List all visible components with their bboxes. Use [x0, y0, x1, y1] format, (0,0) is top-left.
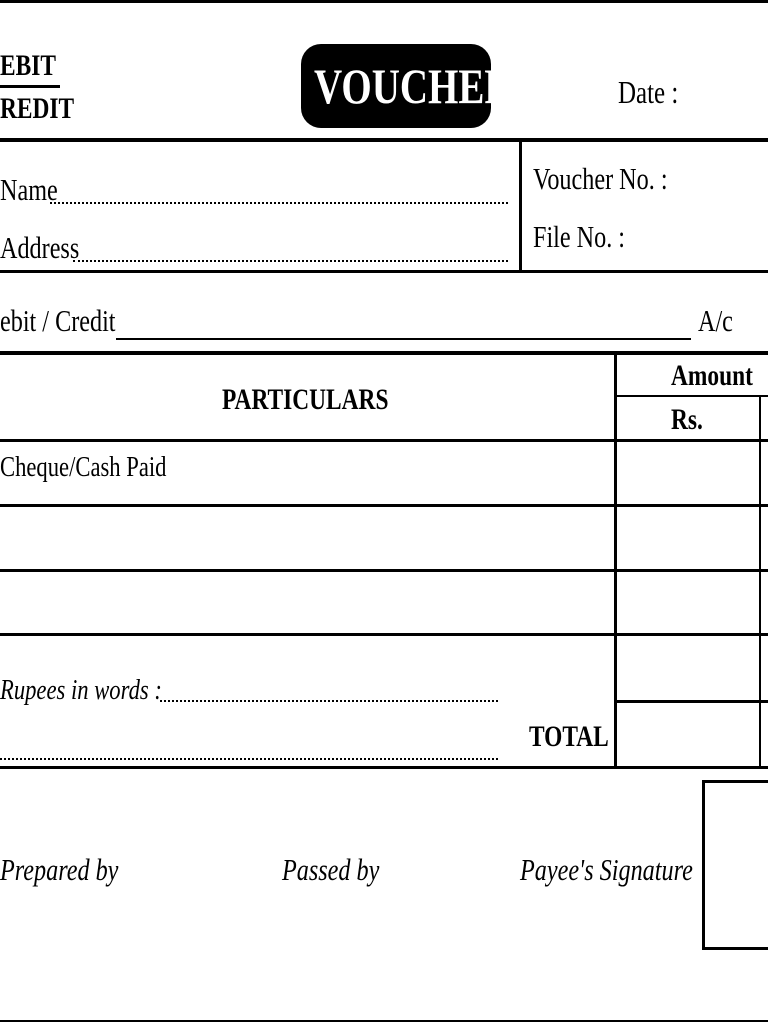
rs-header: Rs.: [671, 403, 703, 436]
row-rule-1: [0, 504, 768, 507]
amount-subheader-rule: [614, 395, 768, 397]
table-bottom-rule: [0, 766, 768, 769]
row-rule-3: [0, 633, 768, 636]
credit-label: REDIT: [0, 92, 75, 125]
amount-column-left-border: [614, 353, 617, 769]
row-rule-2: [0, 569, 768, 572]
account-suffix: A/c: [698, 303, 733, 338]
voucher-title: VOUCHER: [314, 58, 513, 114]
total-label: TOTAL: [529, 720, 609, 753]
file-no-label: File No. :: [533, 219, 626, 254]
payee-bottom-rule: [0, 270, 768, 273]
passed-by-label: Passed by: [282, 852, 380, 887]
name-fill-line[interactable]: [50, 202, 508, 204]
bottom-border: [0, 1020, 768, 1022]
prepared-by-label: Prepared by: [0, 852, 119, 887]
total-rule: [614, 700, 768, 703]
voucher-no-label: Voucher No. :: [533, 161, 668, 196]
date-label: Date :: [618, 74, 679, 110]
debit-credit-account-label: ebit / Credit: [0, 303, 116, 338]
payee-signature-label: Payee's Signature: [520, 852, 693, 887]
particulars-header: PARTICULARS: [222, 383, 389, 416]
table-header-rule: [0, 439, 768, 442]
rupees-in-words-fill-line[interactable]: [160, 700, 498, 702]
rupees-in-words-label: Rupees in words :: [0, 674, 162, 706]
debit-credit-divider: [0, 85, 60, 88]
header-bottom-rule: [0, 138, 768, 142]
stamp-box[interactable]: [702, 780, 768, 950]
name-label: Name: [0, 172, 58, 207]
address-fill-line[interactable]: [73, 260, 508, 262]
amount-header: Amount: [671, 359, 753, 392]
account-fill-line[interactable]: [116, 338, 691, 340]
account-bottom-rule: [0, 351, 768, 355]
voucher-title-badge: [301, 44, 513, 128]
debit-label: EBIT: [0, 49, 56, 82]
amount-column-right-border: [759, 396, 761, 769]
address-label: Address: [0, 230, 80, 265]
top-border: [0, 0, 768, 3]
payee-divider: [519, 140, 522, 272]
rupees-in-words-fill-line-2[interactable]: [0, 758, 498, 760]
table-row: Cheque/Cash Paid: [0, 451, 167, 483]
